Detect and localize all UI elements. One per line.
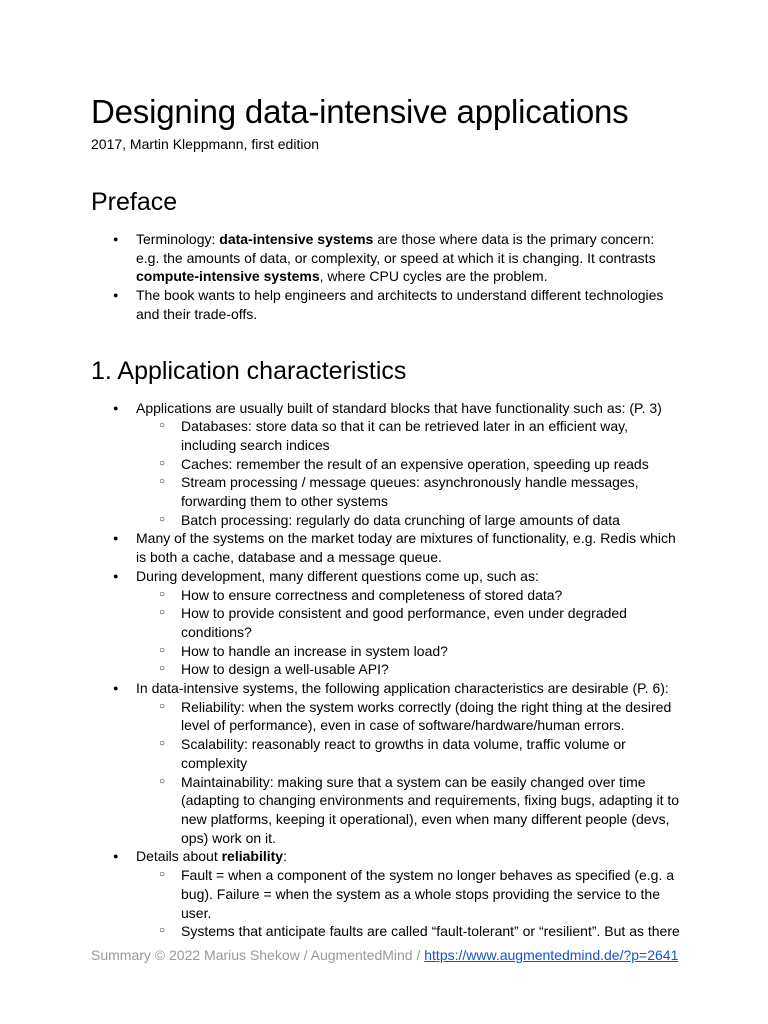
page-footer xyxy=(91,946,678,964)
list-item: ● Many of the systems on the market today are mixtures of functionality, e.g. Redis which is both a cache, database and a message queue. xyxy=(91,529,681,566)
list-item: ● Terminology: data-intensive systems are those where data is the primary concern: e.g. the amounts of data, or complexity, or speed at which it is changing. It contrasts compute-intensive systems, where CPU cycles are the problem. xyxy=(91,230,681,286)
list-item: ● Details about reliability: ○ Fault = when a component of the system no longer behaves as specified (e.g. a bug). Failure = when the system as a whole stops providing the service to the user. ○ Systems that anticipate faults are called “fault-tolerant” or “resilient”. But as there xyxy=(91,847,681,941)
list-item: ● During development, many different questions come up, such as: ○ How to ensure correctness and completeness of stored data? ○ How to provide consistent and good performance, even under degraded conditions? ○ How to handle an increase in system load? ○ How to design a well-usable API? xyxy=(91,567,681,679)
document-subtitle: 2017, Martin Kleppmann, first edition xyxy=(91,136,320,152)
list-item: ● The book wants to help engineers and architects to understand different technologies and their trade-offs. xyxy=(91,286,681,323)
sub-list-item: ○ Databases: store data so that it can be retrieved later in an efficient way, including search indices xyxy=(136,417,681,454)
preface-heading: Preface xyxy=(91,188,178,216)
sub-list xyxy=(136,417,681,529)
sub-list xyxy=(136,698,681,848)
document-page xyxy=(91,92,681,941)
sub-list xyxy=(136,586,681,680)
chapter-1-heading: 1. Application characteristics xyxy=(91,356,407,385)
sub-list-item: ○ How to handle an increase in system load? xyxy=(136,642,681,661)
sub-list-item: ○ How to ensure correctness and completeness of stored data? xyxy=(136,586,681,605)
list-item: ● Applications are usually built of standard blocks that have functionality such as: (P. 3) ○ Databases: store data so that it can be retrieved later in an efficient way, including search indices ○ Caches: remember the result of an expensive operation, speeding up reads ○ Stream processing / message queues: asynchronously handle messages, forwarding them to other systems ○ Batch processing: regularly do data crunching of large amounts of data xyxy=(91,399,681,530)
sub-list-item: ○ Maintainability: making sure that a system can be easily changed over time (adapting to changing environments and requirements, fixing bugs, adapting it to new platforms, keeping it operational), even when many different people (devs, ops) work on it. xyxy=(136,773,681,848)
sub-list-item: ○ Batch processing: regularly do data crunching of large amounts of data xyxy=(136,511,681,530)
sub-list-item: ○ How to design a well-usable API? xyxy=(136,660,681,679)
sub-list xyxy=(136,866,681,941)
sub-list-item: ○ Fault = when a component of the system no longer behaves as specified (e.g. a bug). Failure = when the system as a whole stops providing the service to the user. xyxy=(136,866,681,922)
preface-list xyxy=(91,230,681,324)
chapter-1-list xyxy=(91,399,681,941)
sub-list-item: ○ Systems that anticipate faults are called “fault-tolerant” or “resilient”. But as there xyxy=(136,922,681,941)
list-item: ● In data-intensive systems, the following application characteristics are desirable (P. 6): ○ Reliability: when the system works correctly (doing the right thing at the desired level of performance), even in case of software/hardware/human errors. ○ Scalability: reasonably react to growths in data volume, traffic volume or complexity ○ Maintainability: making sure that a system can be easily changed over time (adapting to changing environments and requirements, fixing bugs, adapting it to new platforms, keeping it operational), even when many different people (devs, ops) work on it. xyxy=(91,679,681,847)
sub-list-item: ○ Caches: remember the result of an expensive operation, speeding up reads xyxy=(136,455,681,474)
footer-link[interactable]: https://www.augmentedmind.de/?p=2641 xyxy=(424,947,679,963)
sub-list-item: ○ Stream processing / message queues: asynchronously handle messages, forwarding them to other systems xyxy=(136,473,681,510)
sub-list-item: ○ How to provide consistent and good performance, even under degraded conditions? xyxy=(136,604,681,641)
sub-list-item: ○ Scalability: reasonably react to growths in data volume, traffic volume or complexity xyxy=(136,735,681,772)
document-title: Designing data-intensive applications xyxy=(91,93,629,130)
sub-list-item: ○ Reliability: when the system works correctly (doing the right thing at the desired level of performance), even in case of software/hardware/human errors. xyxy=(136,698,681,735)
footer-text: Summary © 2022 Marius Shekow / AugmentedMind / xyxy=(91,947,425,963)
